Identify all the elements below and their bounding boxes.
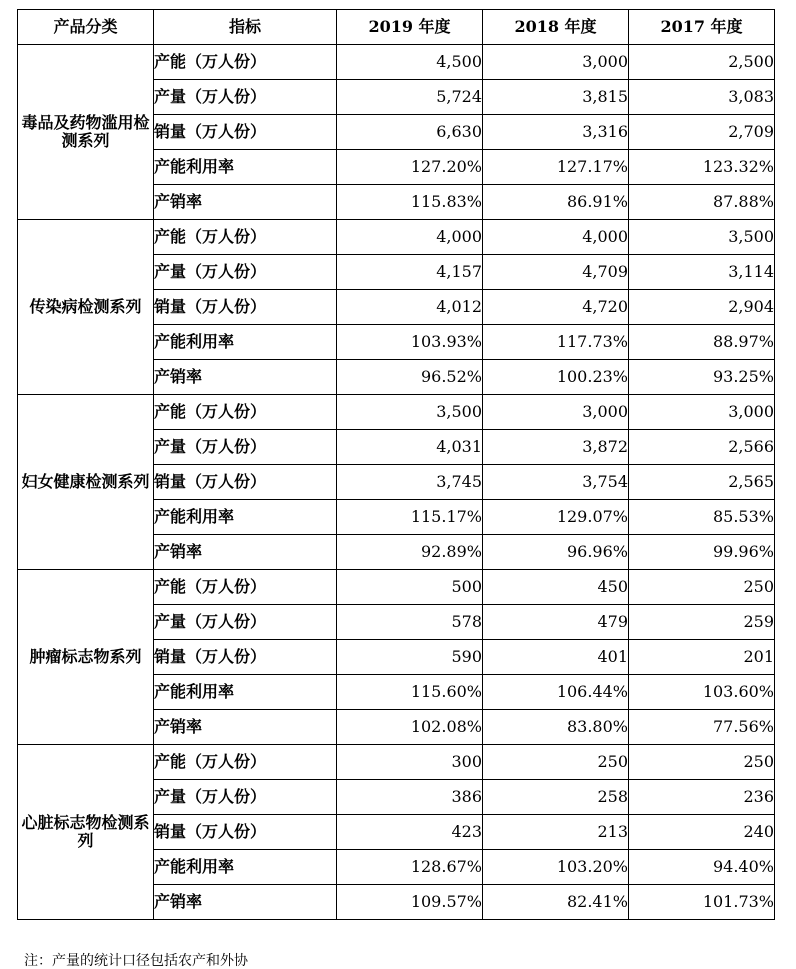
value-2018: 100.23% [483, 360, 629, 395]
value-2018: 106.44% [483, 675, 629, 710]
metric-cell: 产能（万人份） [154, 745, 337, 780]
value-2019: 423 [337, 815, 483, 850]
value-2017: 2,566 [629, 430, 775, 465]
metric-cell: 产销率 [154, 185, 337, 220]
metric-cell: 销量（万人份） [154, 290, 337, 325]
metric-cell: 产销率 [154, 710, 337, 745]
metric-cell: 产量（万人份） [154, 605, 337, 640]
value-2018: 3,872 [483, 430, 629, 465]
metric-cell: 销量（万人份） [154, 465, 337, 500]
value-2017: 123.32% [629, 150, 775, 185]
value-2018: 3,754 [483, 465, 629, 500]
value-2018: 3,316 [483, 115, 629, 150]
value-2017: 250 [629, 745, 775, 780]
value-2019: 3,745 [337, 465, 483, 500]
metric-cell: 产能（万人份） [154, 395, 337, 430]
value-2017: 87.88% [629, 185, 775, 220]
header-year-2019: 2019 年度 [337, 10, 483, 45]
value-2017: 3,114 [629, 255, 775, 290]
table-row [18, 395, 775, 430]
value-2017: 85.53% [629, 500, 775, 535]
value-2019: 4,157 [337, 255, 483, 290]
value-2019: 386 [337, 780, 483, 815]
value-2017: 2,904 [629, 290, 775, 325]
header-row [18, 10, 775, 45]
value-2017: 3,000 [629, 395, 775, 430]
metric-cell: 产量（万人份） [154, 780, 337, 815]
header-year-2018: 2018 年度 [483, 10, 629, 45]
value-2017: 3,083 [629, 80, 775, 115]
value-2018: 450 [483, 570, 629, 605]
value-2019: 578 [337, 605, 483, 640]
value-2018: 401 [483, 640, 629, 675]
value-2018: 3,815 [483, 80, 629, 115]
metric-cell: 产销率 [154, 360, 337, 395]
metric-cell: 产能（万人份） [154, 570, 337, 605]
value-2019: 500 [337, 570, 483, 605]
metric-cell: 销量（万人份） [154, 815, 337, 850]
value-2017: 103.60% [629, 675, 775, 710]
metric-cell: 产能（万人份） [154, 45, 337, 80]
value-2017: 93.25% [629, 360, 775, 395]
value-2019: 115.17% [337, 500, 483, 535]
value-2019: 127.20% [337, 150, 483, 185]
category-cell: 妇女健康检测系列 [18, 395, 154, 570]
value-2018: 117.73% [483, 325, 629, 360]
value-2017: 2,709 [629, 115, 775, 150]
value-2018: 4,720 [483, 290, 629, 325]
value-2018: 213 [483, 815, 629, 850]
metric-cell: 产量（万人份） [154, 255, 337, 290]
value-2018: 4,000 [483, 220, 629, 255]
category-cell: 心脏标志物检测系列 [18, 745, 154, 920]
value-2019: 109.57% [337, 885, 483, 920]
metric-cell: 产能利用率 [154, 325, 337, 360]
value-2017: 240 [629, 815, 775, 850]
value-2019: 300 [337, 745, 483, 780]
value-2019: 4,500 [337, 45, 483, 80]
value-2018: 86.91% [483, 185, 629, 220]
metric-cell: 产能利用率 [154, 675, 337, 710]
metric-cell: 产能利用率 [154, 850, 337, 885]
metric-cell: 产能利用率 [154, 150, 337, 185]
metric-cell: 产销率 [154, 885, 337, 920]
metric-cell: 销量（万人份） [154, 115, 337, 150]
value-2019: 5,724 [337, 80, 483, 115]
footnote: 注：产量的统计口径包括农产和外协 [24, 953, 248, 969]
metric-cell: 销量（万人份） [154, 640, 337, 675]
value-2018: 127.17% [483, 150, 629, 185]
value-2017: 99.96% [629, 535, 775, 570]
header-metric: 指标 [154, 10, 337, 45]
value-2017: 250 [629, 570, 775, 605]
value-2018: 4,709 [483, 255, 629, 290]
value-2019: 4,031 [337, 430, 483, 465]
table-row [18, 45, 775, 80]
value-2017: 236 [629, 780, 775, 815]
metric-cell: 产能利用率 [154, 500, 337, 535]
value-2017: 259 [629, 605, 775, 640]
value-2018: 129.07% [483, 500, 629, 535]
table-row [18, 220, 775, 255]
header-year-2017: 2017 年度 [629, 10, 775, 45]
value-2017: 88.97% [629, 325, 775, 360]
value-2018: 82.41% [483, 885, 629, 920]
capacity-table [17, 9, 775, 920]
value-2019: 96.52% [337, 360, 483, 395]
value-2017: 77.56% [629, 710, 775, 745]
value-2019: 4,012 [337, 290, 483, 325]
value-2018: 258 [483, 780, 629, 815]
value-2019: 102.08% [337, 710, 483, 745]
value-2019: 590 [337, 640, 483, 675]
value-2019: 115.60% [337, 675, 483, 710]
value-2019: 3,500 [337, 395, 483, 430]
metric-cell: 产量（万人份） [154, 80, 337, 115]
value-2017: 3,500 [629, 220, 775, 255]
value-2018: 250 [483, 745, 629, 780]
value-2018: 479 [483, 605, 629, 640]
value-2019: 128.67% [337, 850, 483, 885]
value-2018: 3,000 [483, 395, 629, 430]
value-2017: 2,500 [629, 45, 775, 80]
value-2017: 2,565 [629, 465, 775, 500]
value-2017: 201 [629, 640, 775, 675]
value-2018: 3,000 [483, 45, 629, 80]
value-2019: 103.93% [337, 325, 483, 360]
category-cell: 毒品及药物滥用检测系列 [18, 45, 154, 220]
value-2018: 103.20% [483, 850, 629, 885]
category-cell: 传染病检测系列 [18, 220, 154, 395]
value-2017: 101.73% [629, 885, 775, 920]
value-2019: 4,000 [337, 220, 483, 255]
table-row [18, 570, 775, 605]
header-category: 产品分类 [18, 10, 154, 45]
value-2017: 94.40% [629, 850, 775, 885]
value-2018: 83.80% [483, 710, 629, 745]
metric-cell: 产能（万人份） [154, 220, 337, 255]
value-2018: 96.96% [483, 535, 629, 570]
metric-cell: 产量（万人份） [154, 430, 337, 465]
category-cell: 肿瘤标志物系列 [18, 570, 154, 745]
value-2019: 115.83% [337, 185, 483, 220]
table-row [18, 745, 775, 780]
metric-cell: 产销率 [154, 535, 337, 570]
value-2019: 92.89% [337, 535, 483, 570]
value-2019: 6,630 [337, 115, 483, 150]
